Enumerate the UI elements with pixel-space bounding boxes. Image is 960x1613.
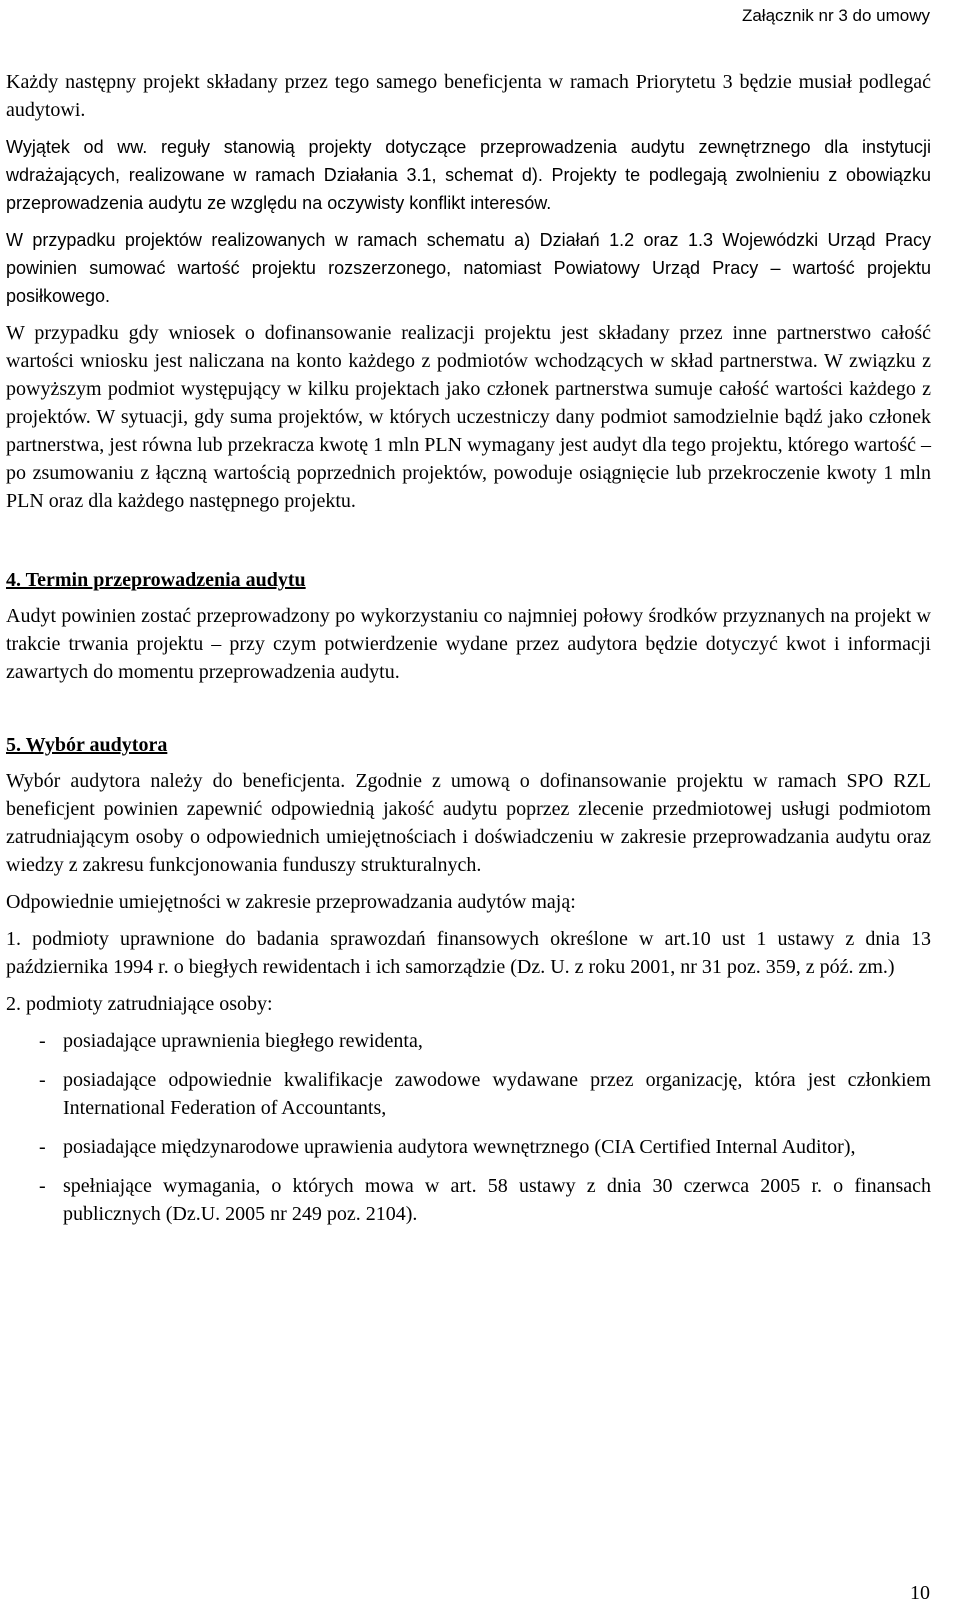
dash-bullet-icon: - bbox=[39, 1069, 46, 1091]
paragraph-partnership: W przypadku gdy wniosek o dofinansowanie realizacji projektu jest składany przez inne partnerstwo całość wartości wniosku jest naliczana na konto każdego z podmiotów wchodzących w skład partnerstwa. W związku z powyższym podmiot występujący w kilku projektach jako członek partnerstwa sumuje całość wartości każdego z projektów. W sytuacji, gdy suma projektów, w których uczestniczy dany podmiot samodzielnie bądź jako członek partnerstwa, jest równa lub przekracza kwotę 1 mln PLN wymagany jest audyt dla tego projektu, którego wartość – po zsumowaniu z łączną wartością poprzednich projektów, powoduje osiągnięcie lub przekroczenie kwoty 1 mln PLN oraz dla każdego następnego projektu. bbox=[6, 322, 931, 512]
paragraph-labour-office: W przypadku projektów realizowanych w ramach schematu a) Działań 1.2 oraz 1.3 Wojewódzki Urząd Pracy powinien sumować wartość projektu rozszerzonego, natomiast Powiatowy Urząd Pracy – wartość projektu posiłkowego. bbox=[6, 230, 931, 306]
exception-rule-text: Wyjątek od ww. reguły stanowią projekty dotyczące przeprowadzenia audytu zewnętrznego dla instytucji wdrażających, realizowane w ramach Działania 3.1, schemat d). bbox=[6, 137, 931, 185]
section-4-text: Audyt powinien zostać przeprowadzony po wykorzystaniu co najmniej połowy środków przyznanych na projekt w trakcie trwania projektu – przy czym potwierdzenie wydane przez audytora będzie dotyczyć kwot i informacji zawartych do momentu przeprowadzenia audytu. bbox=[6, 605, 931, 683]
conflict-of-interest-text: Projekty te podlegają zwolnieniu z obowiązku przeprowadzenia audytu ze względu na oczywisty konflikt interesów. bbox=[6, 165, 931, 213]
document-body bbox=[6, 68, 931, 1239]
bullet-list bbox=[6, 1027, 931, 1228]
dash-bullet-icon: - bbox=[39, 1030, 46, 1052]
list-item-1: 1. podmioty uprawnione do badania sprawozdań finansowych określone w art.10 ust 1 ustawy z dnia 13 października 1994 r. o biegłych rewidentach i ich samorządzie (Dz. U. z roku 2001, nr 31 poz. 359, z póź. zm.) bbox=[6, 928, 931, 978]
paragraph-audit-requirement: Każdy następny projekt składany przez tego samego beneficjenta w ramach Priorytetu 3 będzie musiał podlegać audytowi. bbox=[6, 71, 931, 121]
section-5-heading: 5. Wybór audytora bbox=[6, 734, 168, 756]
paragraph-exception bbox=[6, 133, 931, 217]
page-number: 10 bbox=[910, 1582, 930, 1604]
dash-bullet-icon: - bbox=[39, 1136, 46, 1158]
dash-bullet-icon: - bbox=[39, 1175, 46, 1197]
bullet-item: -spełniające wymagania, o których mowa w art. 58 ustawy z dnia 30 czerwca 2005 r. o finansach publicznych (Dz.U. 2005 nr 249 poz. 2104). bbox=[6, 1172, 931, 1228]
document-header: Załącznik nr 3 do umowy bbox=[741, 6, 930, 25]
spacer bbox=[6, 695, 931, 731]
section-5-text: Wybór audytora należy do beneficjenta. Zgodnie z umową o dofinansowanie projektu w ramach SPO RZL beneficjent powinien zapewnić odpowiednią jakość audytu poprzez zlecenie przedmiotowej usługi podmiotom zatrudniającym osoby o odpowiednich umiejętnościach i doświadczeniu w zakresie przeprowadzania audytu oraz wiedzy z zakresu funkcjonowania funduszy strukturalnych. bbox=[6, 770, 931, 876]
bullet-item: -posiadające odpowiednie kwalifikacje zawodowe wydawane przez organizację, która jest członkiem International Federation of Accountants, bbox=[6, 1066, 931, 1122]
list-item-2: 2. podmioty zatrudniające osoby: bbox=[6, 993, 273, 1015]
section-5-intro: Odpowiednie umiejętności w zakresie przeprowadzania audytów mają: bbox=[6, 891, 576, 913]
bullet-item: -posiadające uprawnienia biegłego rewidenta, bbox=[6, 1027, 931, 1055]
section-4-heading: 4. Termin przeprowadzenia audytu bbox=[6, 569, 306, 591]
spacer bbox=[6, 524, 931, 566]
bullet-item: -posiadające międzynarodowe uprawienia audytora wewnętrznego (CIA Certified Internal Auditor), bbox=[6, 1133, 931, 1161]
